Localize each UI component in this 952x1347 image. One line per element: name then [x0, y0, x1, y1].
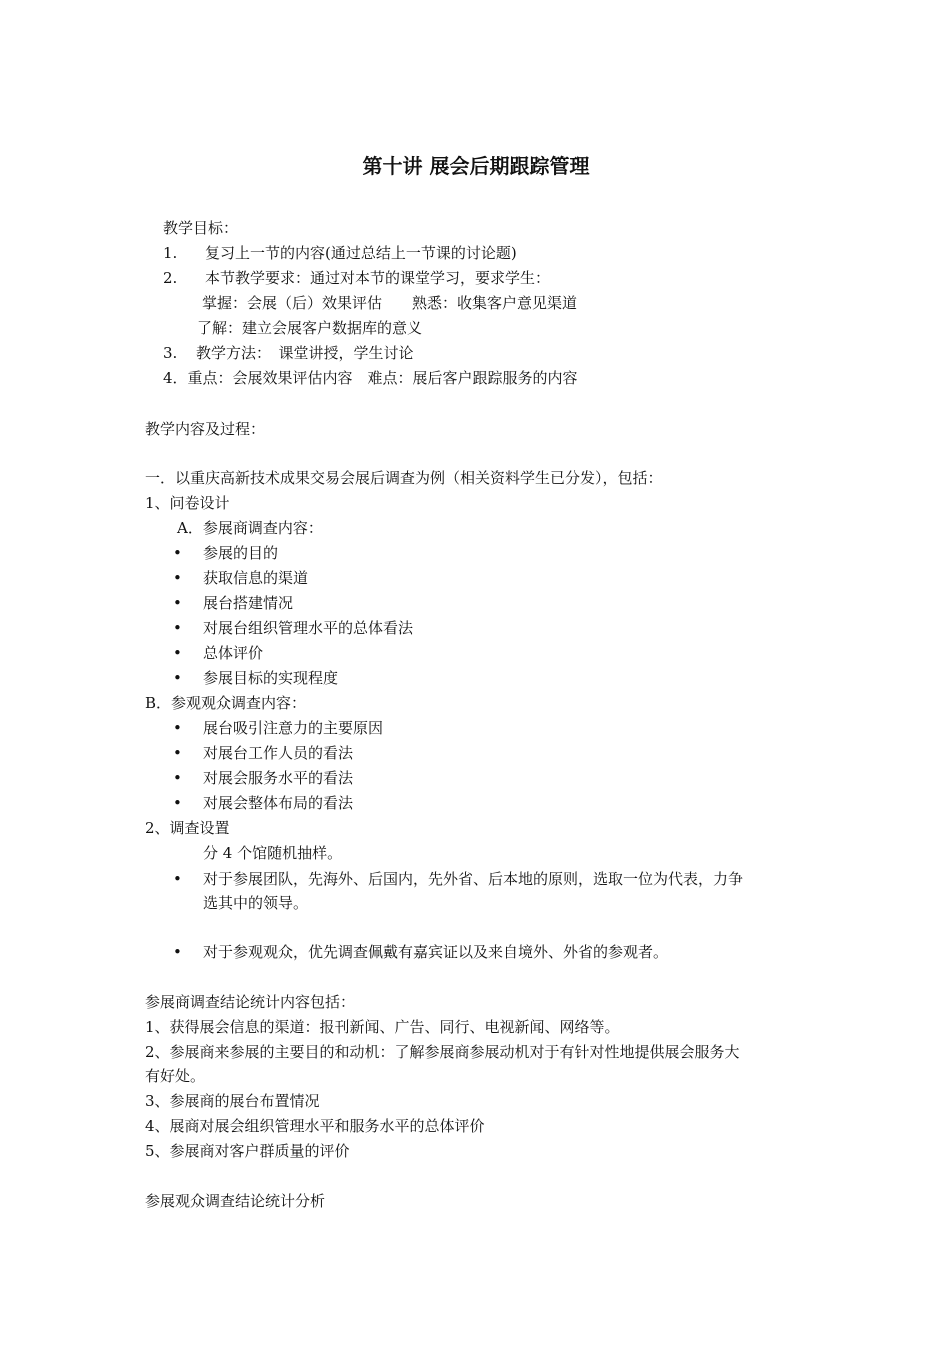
exhibitor-item-4: 对展台组织管理水平的总体看法	[203, 619, 414, 637]
visitor-stats-heading: 参展观众调查结论统计分析	[145, 1192, 326, 1210]
exhibitor-stats-heading: 参展商调查结论统计内容包括：	[145, 993, 356, 1011]
survey-setup-exhibitor-rule: 对于参展团队，先海外、后国内，先外省、后本地的原则，选取一位为代表，力争	[203, 870, 744, 888]
bullet-icon: •	[173, 619, 182, 637]
content-heading: 教学内容及过程：	[145, 420, 266, 438]
survey-setup-visitor-rule: 对于参观观众，优先调查佩戴有嘉宾证以及来自境外、外省的参观者。	[203, 943, 669, 961]
bullet-icon: •	[173, 544, 182, 562]
survey-setup-sampling: 分 4 个馆随机抽样。	[203, 844, 343, 862]
exhibitor-item-5: 总体评价	[203, 644, 264, 662]
visitor-item-3: 对展会服务水平的看法	[203, 769, 354, 787]
exhibitor-item-1: 参展的目的	[203, 544, 279, 562]
exhibitor-stats-line-3: 3、参展商的展台布置情况	[145, 1092, 320, 1110]
questionnaire-design-heading: 1、问卷设计	[145, 494, 230, 512]
bullet-icon: •	[173, 943, 182, 961]
bullet-icon: •	[173, 669, 182, 687]
objective-1-number: 1.	[163, 244, 178, 262]
bullet-icon: •	[173, 794, 182, 812]
objective-2-understand-line: 了解：建立会展客户数据库的意义	[197, 319, 423, 337]
visitor-item-2: 对展台工作人员的看法	[203, 744, 354, 762]
exhibitor-stats-line-2-cont: 有好处。	[145, 1067, 206, 1085]
bullet-icon: •	[173, 594, 182, 612]
bullet-icon: •	[173, 644, 182, 662]
objective-2-master-line: 掌握：会展（后）效果评估 熟悉：收集客户意见渠道	[202, 294, 578, 312]
visitor-item-1: 展台吸引注意力的主要原因	[203, 719, 384, 737]
exhibitor-stats-line-4: 4、展商对展会组织管理水平和服务水平的总体评价	[145, 1117, 485, 1135]
exhibitor-item-6: 参展目标的实现程度	[203, 669, 339, 687]
exhibitor-item-3: 展台搭建情况	[203, 594, 294, 612]
bullet-icon: •	[173, 569, 182, 587]
page-title: 第十讲 展会后期跟踪管理	[362, 154, 590, 178]
section-1-heading: 一．以重庆高新技术成果交易会展后调查为例（相关资料学生已分发），包括：	[145, 469, 663, 487]
survey-setup-exhibitor-rule-cont: 选其中的领导。	[203, 894, 309, 912]
objective-1-text: 复习上一节的内容(通过总结上一节课的讨论题)	[205, 244, 517, 262]
exhibitor-stats-line-5: 5、参展商对客户群质量的评价	[145, 1142, 350, 1160]
survey-setup-heading: 2、调查设置	[145, 819, 230, 837]
visitor-item-4: 对展会整体布局的看法	[203, 794, 354, 812]
exhibitor-stats-line-2: 2、参展商来参展的主要目的和动机：了解参展商参展动机对于有针对性地提供展会服务大	[145, 1043, 740, 1061]
visitor-survey-heading: B．参观观众调查内容：	[145, 694, 307, 712]
objectives-heading: 教学目标：	[163, 219, 239, 237]
bullet-icon: •	[173, 870, 182, 888]
bullet-icon: •	[173, 719, 182, 737]
exhibitor-survey-heading: A．参展商调查内容：	[177, 519, 323, 537]
objective-4-text: 4．重点：会展效果评估内容 难点：展后客户跟踪服务的内容	[163, 369, 578, 387]
objective-2-text: 本节教学要求：通过对本节的课堂学习，要求学生：	[205, 269, 551, 287]
exhibitor-stats-line-1: 1、获得展会信息的渠道：报刊新闻、广告、同行、电视新闻、网络等。	[145, 1018, 620, 1036]
objective-2-number: 2.	[163, 269, 178, 287]
exhibitor-item-2: 获取信息的渠道	[203, 569, 309, 587]
objective-3-text: 教学方法： 课堂讲授，学生讨论	[196, 344, 414, 362]
objective-3-number: 3.	[163, 344, 178, 362]
bullet-icon: •	[173, 744, 182, 762]
bullet-icon: •	[173, 769, 182, 787]
